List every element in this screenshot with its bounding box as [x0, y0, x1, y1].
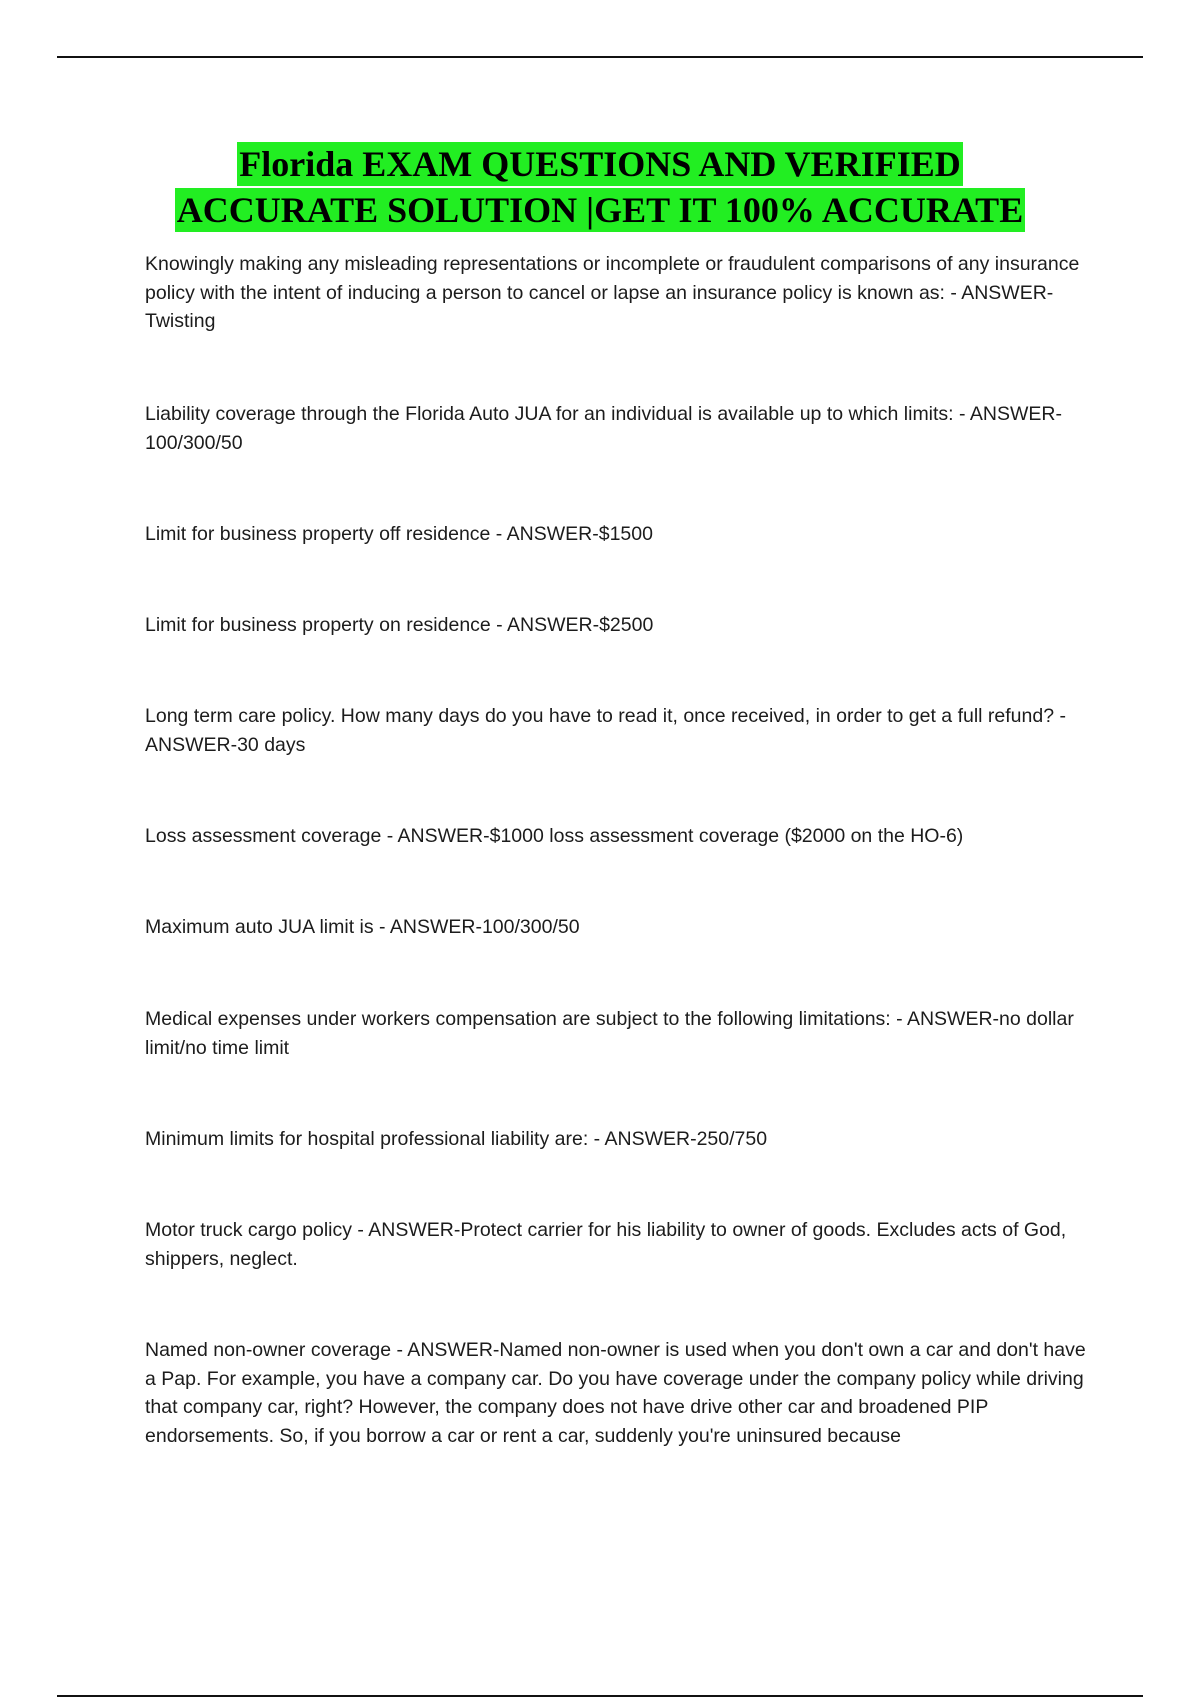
qa-item-twisting: Knowingly making any misleading representations or incomplete or fraudulent comparisons of any insurance policy with the intent of inducing a person to cancel or lapse an insurance policy is known as: - ANSWER-Twisting — [145, 253, 1080, 332]
title-line-1: Florida EXAM QUESTIONS AND VERIFIED — [239, 144, 961, 184]
qa-item-workers-comp: Medical expenses under workers compensation are subject to the following limitations: - ANSWER-no dollar limit/no time limit — [145, 1008, 1074, 1059]
qa-item-named-non-owner: Named non-owner coverage - ANSWER-Named non-owner is used when you don't own a car and don't have a Pap. For example, you have a company car. Do you have coverage under the company policy while driving that company car, right? However, the company does not have drive other car and broadened PIP endorsements. So, if you borrow a car or rent a car, suddenly you're uninsured because — [145, 1339, 1086, 1447]
title-line-2: ACCURATE SOLUTION |GET IT 100% ACCURATE — [176, 190, 1024, 230]
qa-item-jua-liability: Liability coverage through the Florida Auto JUA for an individual is available up to which limits: - ANSWER-100/300/50 — [145, 403, 1062, 454]
qa-item-business-property-on: Limit for business property on residence - ANSWER-$2500 — [145, 614, 654, 636]
qa-item-business-property-off: Limit for business property off residence - ANSWER-$1500 — [145, 523, 653, 545]
qa-item-max-auto-jua: Maximum auto JUA limit is - ANSWER-100/300/50 — [145, 916, 580, 938]
footer-rule — [57, 1695, 1143, 1697]
qa-item-loss-assessment: Loss assessment coverage - ANSWER-$1000 loss assessment coverage ($2000 on the HO-6) — [145, 825, 964, 847]
header-rule — [57, 56, 1143, 58]
document-title — [0, 142, 1200, 234]
qa-item-long-term-care: Long term care policy. How many days do you have to read it, once received, in order to get a full refund? - ANSWER-30 days — [145, 705, 1066, 756]
qa-item-hospital-liability: Minimum limits for hospital professional liability are: - ANSWER-250/750 — [145, 1128, 768, 1150]
qa-item-motor-truck-cargo: Motor truck cargo policy - ANSWER-Protect carrier for his liability to owner of goods. Excludes acts of God, shippers, neglect. — [145, 1219, 1067, 1270]
